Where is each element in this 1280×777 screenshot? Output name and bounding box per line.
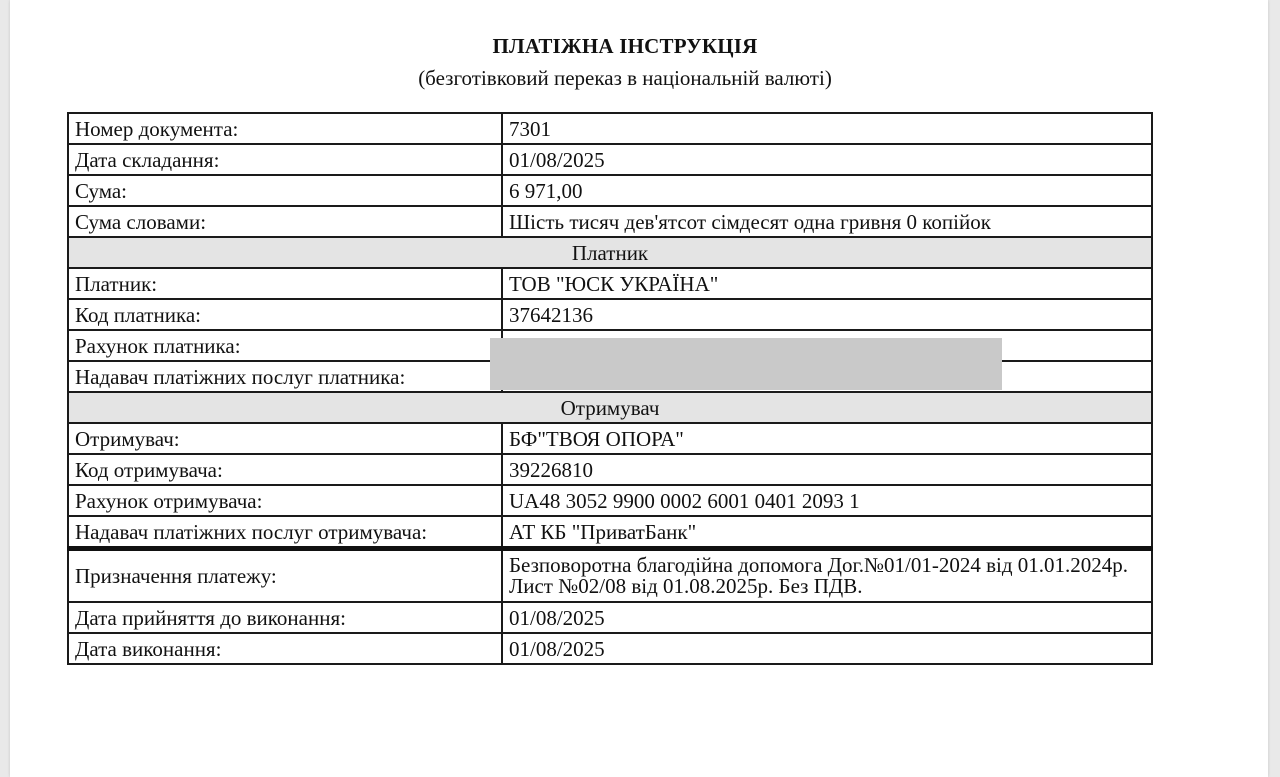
table-row xyxy=(68,299,1152,330)
doc-number-label: Номер документа: xyxy=(68,113,502,144)
recipient-code-value: 39226810 xyxy=(502,454,1152,485)
payer-account-label: Рахунок платника: xyxy=(68,330,502,361)
payer-code-value: 37642136 xyxy=(502,299,1152,330)
table-row xyxy=(68,113,1152,144)
recipient-bank-value: АТ КБ "ПриватБанк" xyxy=(502,516,1152,549)
table-row xyxy=(68,454,1152,485)
table-row xyxy=(68,268,1152,299)
payer-value: ТОВ "ЮСК УКРАЇНА" xyxy=(502,268,1152,299)
date-created-label: Дата складання: xyxy=(68,144,502,175)
document-subtitle: (безготівковий переказ в національній валюті) xyxy=(418,66,832,90)
table-row xyxy=(68,144,1152,175)
recipient-code-label: Код отримувача: xyxy=(68,454,502,485)
purpose-label: Призначення платежу: xyxy=(68,549,502,603)
date-accepted-value: 01/08/2025 xyxy=(502,602,1152,633)
recipient-section-header: Отримувач xyxy=(68,392,1152,423)
amount-value: 6 971,00 xyxy=(502,175,1152,206)
recipient-value: БФ"ТВОЯ ОПОРА" xyxy=(502,423,1152,454)
table-row xyxy=(68,423,1152,454)
document-title: ПЛАТІЖНА ІНСТРУКЦІЯ xyxy=(492,34,758,58)
recipient-label: Отримувач: xyxy=(68,423,502,454)
table-row xyxy=(68,516,1152,549)
payer-label: Платник: xyxy=(68,268,502,299)
table-row xyxy=(68,175,1152,206)
table-row xyxy=(68,602,1152,633)
amount-words-label: Сума словами: xyxy=(68,206,502,237)
payer-bank-label: Надавач платіжних послуг платника: xyxy=(68,361,502,392)
table-row xyxy=(68,485,1152,516)
section-row xyxy=(68,392,1152,423)
recipient-account-value: UA48 3052 9900 0002 6001 0401 2093 1 xyxy=(502,485,1152,516)
date-executed-label: Дата виконання: xyxy=(68,633,502,664)
purpose-value: Безповоротна благодійна допомога Дог.№01/01-2024 від 01.01.2024р. Лист №02/08 від 01.08.2025р. Без ПДВ. xyxy=(502,549,1152,603)
payer-section-header: Платник xyxy=(68,237,1152,268)
recipient-account-label: Рахунок отримувача: xyxy=(68,485,502,516)
recipient-bank-label: Надавач платіжних послуг отримувача: xyxy=(68,516,502,549)
amount-words-value: Шість тисяч дев'ятсот сімдесят одна гривня 0 копійок xyxy=(502,206,1152,237)
date-accepted-label: Дата прийняття до виконання: xyxy=(68,602,502,633)
date-created-value: 01/08/2025 xyxy=(502,144,1152,175)
payer-code-label: Код платника: xyxy=(68,299,502,330)
amount-label: Сума: xyxy=(68,175,502,206)
doc-number-value: 7301 xyxy=(502,113,1152,144)
table-row xyxy=(68,633,1152,664)
table-row xyxy=(68,549,1152,603)
date-executed-value: 01/08/2025 xyxy=(502,633,1152,664)
document-page xyxy=(10,0,1268,777)
table-row xyxy=(68,206,1152,237)
section-row xyxy=(68,237,1152,268)
redaction-box xyxy=(490,338,1002,390)
